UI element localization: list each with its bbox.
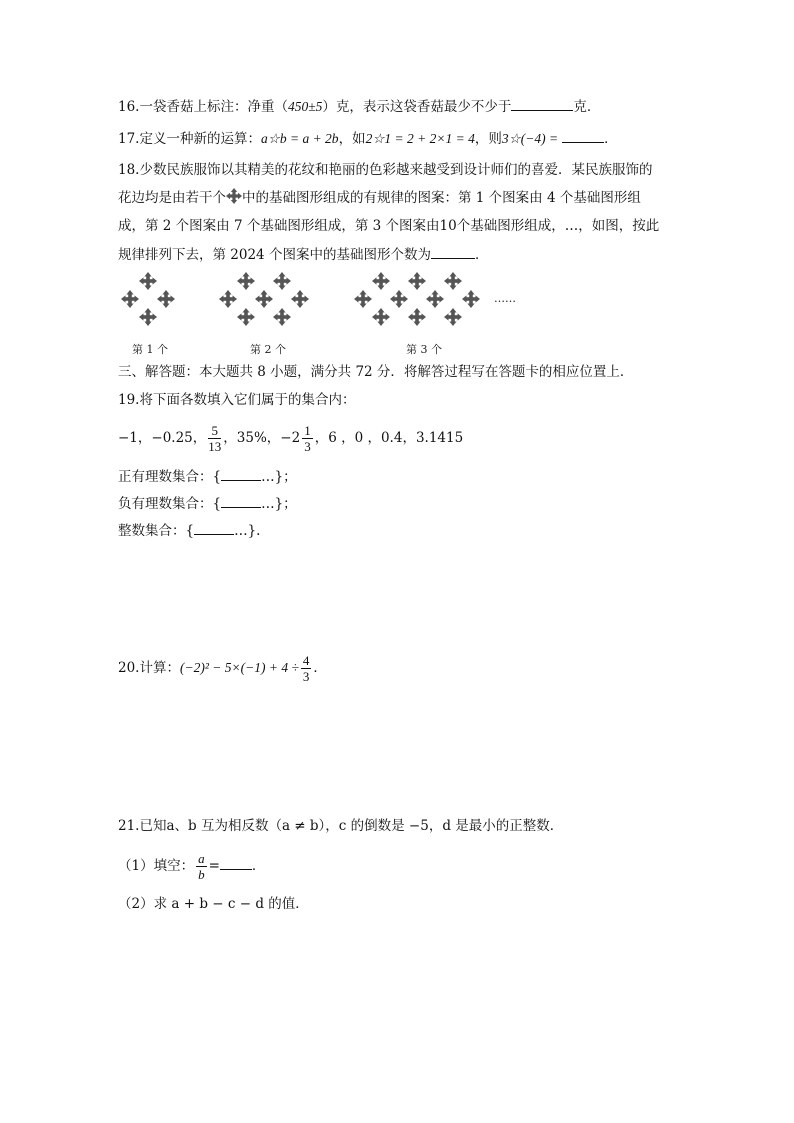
figure-caption-1: 第 1 个 — [132, 343, 168, 356]
fraction-4-3: $\frac{4}{3}$ — [302, 653, 310, 684]
section-3-heading: 三、解答题：本大题共 8 小题，满分共 72 分．将解答过程写在答题卡的相应位置上． — [118, 364, 634, 380]
answer-blank[interactable] — [221, 493, 261, 508]
question-18-line1: 18.少数民族服饰以其精美的花纹和艳丽的色彩越来越受到设计师们的喜爱．某民族服饰的 — [118, 162, 653, 178]
answer-blank[interactable] — [221, 466, 261, 481]
cross-icon — [139, 272, 157, 290]
fraction-a-b: $\frac{a}{b}$ — [198, 851, 205, 882]
question-19-numbers: −1，−0.25， $\frac{5}{13}$ ，35%，−2 $\frac{1}{3}$ ，6 ，0 ，0.4̇，3.1415 — [118, 423, 464, 454]
answer-blank[interactable] — [562, 128, 604, 143]
cross-icon — [291, 290, 309, 308]
answer-blank[interactable] — [511, 96, 573, 111]
figure-caption-3: 第 3 个 — [406, 343, 442, 356]
set-integer: 整数集合：{ …}. — [118, 520, 260, 541]
set-negative-rational: 负有理数集合：{ …}； — [118, 493, 297, 514]
repeating-decimal: 0.4̇ — [380, 430, 403, 446]
question-19-title: 19.将下面各数填入它们属于的集合内： — [118, 392, 356, 408]
question-18-line3: 成，第 2 个图案由 7 个基础图形组成，第 3 个图案由10个基础图形组成，…，如图，按此 — [118, 218, 660, 234]
question-21: 21.已知a、b 互为相反数（a ≠ b），c 的倒数是 −5，d 是最小的正整数． — [118, 818, 564, 834]
cross-icon — [237, 272, 255, 290]
question-21-part-2: （2）求 a + b − c − d 的值． — [118, 896, 309, 912]
cross-icon — [444, 272, 462, 290]
cross-icon — [255, 290, 273, 308]
cross-icon — [121, 290, 139, 308]
answer-blank[interactable] — [431, 244, 475, 259]
cross-icon — [390, 290, 408, 308]
question-20: 20.计算：(−2)² − 5×(−1) + 4 ÷ $\frac{4}{3}$ ． — [118, 653, 327, 684]
cross-icon — [372, 308, 390, 326]
fraction-1-3: $\frac{1}{3}$ — [304, 423, 311, 454]
question-16: 16.一袋香菇上标注：净重（450±5）克，表示这袋香菇最少不少于 克． — [118, 96, 600, 117]
cross-icon — [372, 272, 390, 290]
ellipsis: …… — [494, 292, 516, 305]
cross-icon — [462, 290, 480, 308]
cross-icon — [408, 308, 426, 326]
cross-icon — [354, 290, 372, 308]
cross-icon — [273, 308, 291, 326]
cross-icon — [157, 290, 175, 308]
cross-icon — [426, 290, 444, 308]
fraction-5-13: $\frac{5}{13}$ — [208, 423, 222, 454]
cross-icon — [237, 308, 255, 326]
set-positive-rational: 正有理数集合：{ …}； — [118, 466, 297, 487]
cross-icon — [139, 308, 157, 326]
question-18-line2: 花边均是由若干个 中的基础图形组成的有规律的图案：第 1 个图案由 4 个基础图形组 — [118, 190, 641, 206]
question-18-line4: 规律排列下去，第 2024 个图案中的基础图形个数为 ． — [118, 244, 488, 265]
cross-icon — [408, 272, 426, 290]
answer-blank[interactable] — [194, 520, 234, 535]
answer-blank[interactable] — [220, 855, 252, 870]
question-17: 17.定义一种新的运算：a☆b = a + 2b，如2☆1 = 2 + 2×1 = 4，则3☆(−4) = ． — [118, 128, 618, 149]
question-21-part-1: （1）填空： $\frac{a}{b}$ = ． — [118, 851, 266, 882]
cross-icon — [219, 290, 237, 308]
cross-icon — [273, 272, 291, 290]
cross-icon — [444, 308, 462, 326]
figure-caption-2: 第 2 个 — [250, 343, 286, 356]
cross-pattern-icon — [226, 188, 242, 204]
